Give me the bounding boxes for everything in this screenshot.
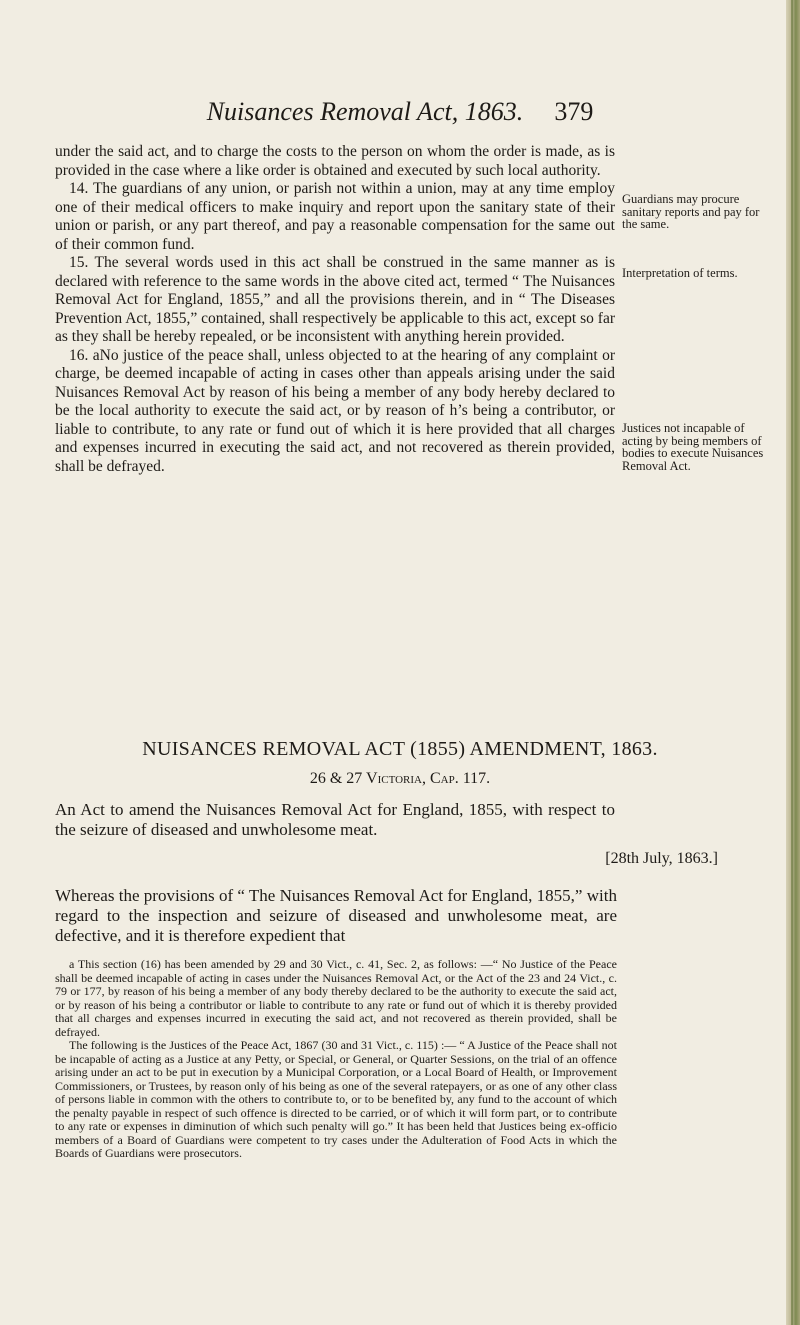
section-16: 16. aNo justice of the peace shall, unless objected to at the hearing of any complaint or charge, be deemed incapable of acting in cases other than appeals arising under the said Nuisances Removal Act by reason of his being a member of any body hereby declared to be the local authority to execute the said act, or by reason of h’s being a contributor, or liable to contribute, to any rate or fund out of which it is here provided that all charges and expenses incurred in executing the said act, and not recovered as therein provided, shall be defrayed. [55,346,615,475]
margin-note-15: Interpretation of terms. [622,266,738,280]
body-section-top [55,143,615,476]
act-date: [28th July, 1863.] [605,850,718,867]
act-title: NUISANCES REMOVAL ACT (1855) AMENDMENT, 1863. [142,738,658,760]
act-preamble: An Act to amend the Nuisances Removal Act for England, 1855, with respect to the seizure of diseased and unwholesome meat. [55,800,615,839]
footnote-paragraph-1: a This section (16) has been amended by 29 and 30 Vict., c. 41, Sec. 2, as follows: —“ No Justice of the Peace shall be deemed incapable of acting in cases under the Nuisances Removal Act, or the Act of the 23 and 24 Vict., c. 79 or 177, by reason of his being a member of any body thereby declared to be the authority to execute the said act, or by reason of his being a contributor or liable to contribute to any rate or fund out of which it is thereby provided that all charges and expenses incurred in executing the said act, and not recovered as therein provided, shall be defrayed. [55,957,617,1039]
page-number: 379 [554,97,594,126]
margin-note-14: Guardians may procure sanitary reports and pay for the same. [622,192,760,231]
running-header [0,97,800,127]
section-15: 15. The several words used in this act shall be construed in the same manner as is declared with reference to the same words in the above cited act, termed “ The Nuisances Removal Act for England, 1855,” and all the provisions therein, and in “ The Diseases Prevention Act, 1855,” contained, shall respectively be applicable to this act, except so far as they shall be hereby repealed, or be inconsistent with anything herein provided. [55,254,615,345]
footnote-paragraph-2: The following is the Justices of the Peace Act, 1867 (30 and 31 Vict., c. 115) :— “ A Justice of the Peace shall not be incapable of acting as a Justice at any Petty, or Special, or General, or Quarter Sessions, on the trial of an offence arising under an act to be put in execution by a Municipal Corporation, or a Local Board of Health, or Improvement Commissioners, or Trustees, by reason only of his being as one of the several ratepayers, or as one of any other class of persons liable in common with the others to contribute to, or to be benefited by, any fund to the account of which the penalty payable in respect of such offence is directed to be carried, or of which it will form part, or to contribute to any rate or expenses in diminution of which such penalty will go.” It has been held that Justices being ex-officio members of a Board of Guardians were competent to try cases under the Adulteration of Food Acts in which the Boards of Guardians were prosecutors. [55,1038,617,1160]
header-title: Nuisances Removal Act, 1863. [206,97,524,126]
paragraph-continuation: under the said act, and to charge the costs to the person on whom the order is made, as is provided in the case where a like order is obtained and executed by such local authority. [55,143,615,179]
whereas-clause: Whereas the provisions of “ The Nuisances Removal Act for England, 1855,” with regard to the inspection and seizure of diseased and unwholesome meat, are defective, and it is therefore expedient that [55,886,617,945]
footnote [55,958,617,1161]
page-edge-line [791,0,793,1325]
section-14: 14. The guardians of any union, or parish not within a union, may at any time employ one of their medical officers to make inquiry and report upon the sanitary state of their union or parish, or any part thereof, and pay a reasonable compensation for the same out of their common fund. [55,180,615,253]
act-citation: 26 & 27 Victoria, Cap. 117. [309,770,491,787]
margin-note-16: Justices not incapable of acting by being members of bodies to execute Nuisances Removal Act. [622,421,764,473]
page-edge-binding [786,0,800,1325]
